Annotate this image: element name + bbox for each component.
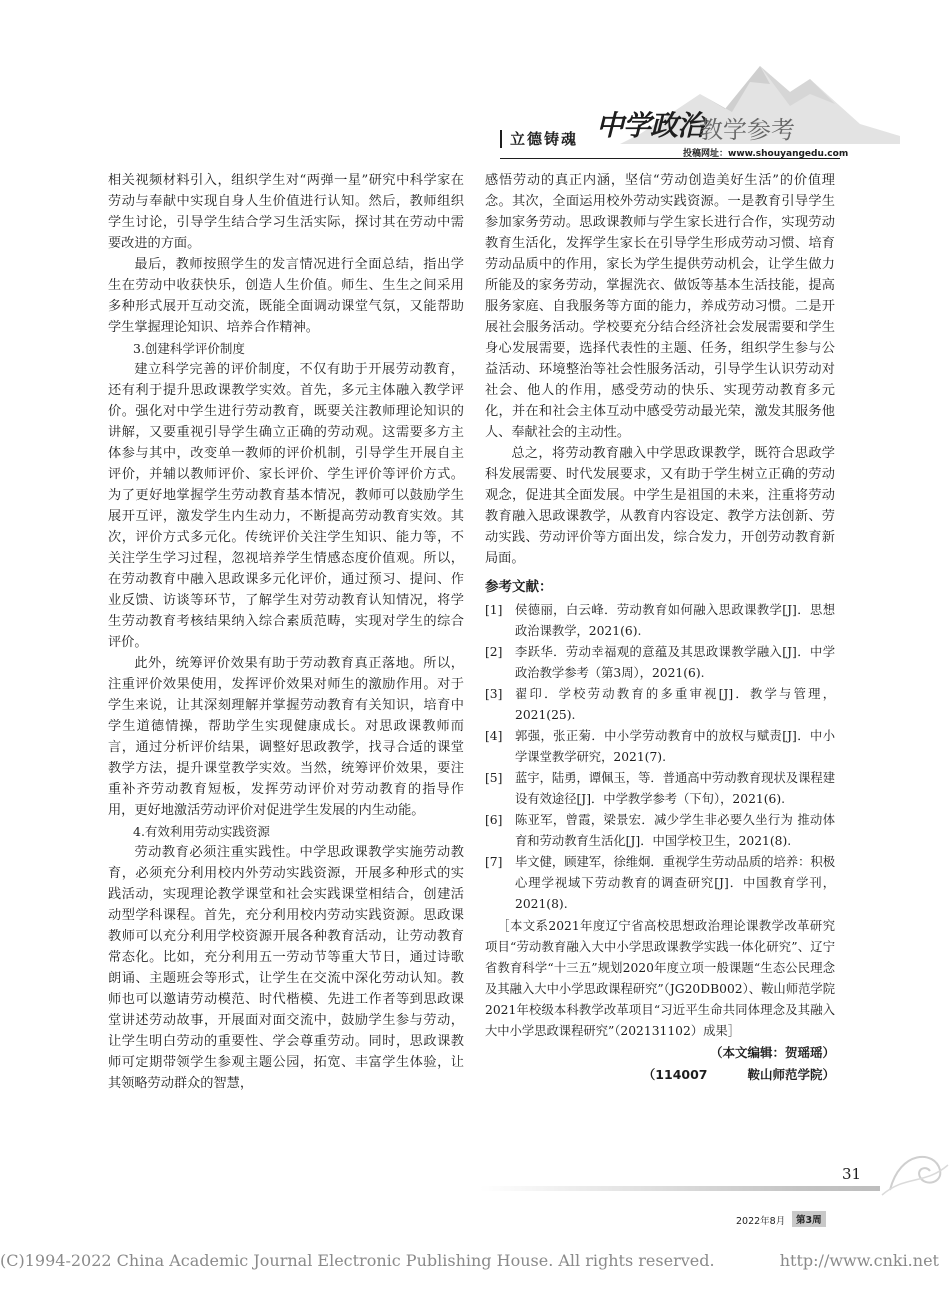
funding-note: ［本文系2021年度辽宁省高校思想政治理论课教学改革研究项目“劳动教育融入大中小学思政课教学实践一体化研究”、辽宁省教育科学“十三五”规划2020年度立项一般课题“生态公民理念及其融入大中小学思政课程研究”（JG20DB002）、鞍山师范学院2021年校级本科教学改革项目“习近平生命共同体理念及其融入大中小学思政课程研究”（202131102）成果］ [485,919,835,1038]
header-divider [500,158,840,159]
reference-number: [5] [485,771,503,785]
issue-badge: 第3周 [792,1211,826,1227]
paragraph: 总之，将劳动教育融入中学思政课教学，既符合思政学科发展需要、时代发展要求，又有助于学生树立正确的劳动观念，促进其全面发展。中学生是祖国的未来，注重将劳动教育融入思政课教学，从教育内容设定、教学方法创新、劳动实践、劳动评价等方面出发，综合发力，开创劳动教育新局面。 [485,446,835,566]
postcode: （114007 [642,1067,708,1082]
reference-item [485,684,835,726]
reference-item [485,600,835,642]
reference-text: 翟印．学校劳动教育的多重审视[J]．教学与管理，2021(25). [515,687,835,722]
footer-bar [480,1186,880,1191]
reference-text: 郭强，张正菊．中小学劳动教育中的放权与赋责[J]．中小学课堂教学研究，2021(7). [515,729,835,764]
submit-website: 投稿网址：www.shouyangedu.com [683,149,849,159]
issue-date: 2022年8月 [736,1216,786,1227]
reference-item [485,768,835,810]
cnki-link[interactable]: http://www.cnki.net [779,1251,939,1270]
paragraph: 感悟劳动的真正内涵，坚信“劳动创造美好生活”的价值理念。其次，全面运用校外劳动实践资源。一是教育引导学生参加家务劳动。思政课教师与学生家长进行合作，实现劳动教育生活化，发挥学生家长在引导学生形成劳动习惯、培育劳动品质中的作用，家长为学生提供劳动机会，让学生做力所能及的家务劳动，掌握洗衣、做饭等基本生活技能，提高服务家庭、自我服务等方面的能力，养成劳动习惯。二是开展社会服务活动。学校要充分结合经济社会发展需要和学生身心发展需要，选择代表性的主题、任务，组织学生参与公益活动、环境整治等社会性服务活动，引导学生认识劳动对社会、他人的作用，感受劳动的快乐、实现劳动教育多元化，并在和社会主体互动中感受劳动最光荣，激发其服务他人、奉献社会的主动性。 [485,173,835,440]
reference-number: [1] [485,603,503,617]
reference-number: [3] [485,687,503,701]
paragraph: 劳动教育必须注重实践性。中学思政课教学实施劳动教育，必须充分利用校内外劳动实践资源，开展多种形式的实践活动，实现理论教学课堂和社会实践课堂相结合，创建活动型学科课程。首先，充分利用校内劳动实践资源。思政课教师可以充分利用学校资源开展各种教育活动，让劳动教育常态化。比如，充分利用五一劳动节等重大节日，通过诗歌朗诵、主题班会等形式，让学生在交流中深化劳动认知。教师也可以邀请劳动模范、时代楷模、先进工作者等到思政课堂讲述劳动故事，开展面对面交流中，鼓励学生参与劳动，让学生明白劳动的重要性、学会尊重劳动。同时，思政课教师可定期带领学生参观主题公园，拓宽、丰富学生体验，让其领略劳动群众的智慧， [108,845,464,1091]
reference-item [485,642,835,684]
reference-number: [4] [485,729,503,743]
paragraph: 相关视频材料引入，组织学生对“两弹一星”研究中科学家在劳动与奉献中实现自身人生价值进行认知。然后，教师组织学生讨论，引导学生结合学习生活实际，探讨其在劳动中需要改进的方面。 [108,173,464,251]
paragraph: 此外，统筹评价效果有助于劳动教育真正落地。所以，注重评价效果使用，发挥评价效果对师生的激励作用。对于学生来说，让其深刻理解并掌握劳动教育有关知识，培育中学生道德情操，帮助学生实现健康成长。对思政课教师而言，通过分析评价结果，调整好思政教学，找寻合适的课堂教学方法，提升课堂教学实效。当然，统筹评价效果，要注重补齐劳动教育短板，发挥劳动评价对劳动教育的指导作用，更好地激活劳动评价对促进学生发展的内生动能。 [108,656,464,818]
journal-brand-light: 教学参考 [699,116,795,144]
reference-text: 蓝宇，陆勇，谭佩玉，等．普通高中劳动教育现状及课程建设有效途径[J]．中学教学参考（下旬），2021(6). [515,771,835,806]
copyright-line [0,1251,950,1270]
editor-line: （本文编辑：贺瑶瑶） [709,1045,835,1060]
reference-text: 李跃华．劳动幸福观的意蕴及其思政课教学融入[J]．中学政治教学参考（第3周），2021(6). [515,645,835,680]
copyright-text: (C)1994-2022 China Academic Journal Electronic Publishing House. All rights reserved. [0,1251,715,1270]
reference-number: [2] [485,645,503,659]
section-heading: 4.有效利用劳动实践资源 [133,824,270,839]
paragraph: 最后，教师按照学生的发言情况进行全面总结，指出学生在劳动中收获快乐，创造人生价值。师生、生生之间采用多种形式展开互动交流，既能全面调动课堂气氛，又能帮助学生掌握理论知识、培养合作精神。 [108,257,464,335]
journal-brand-bold: 中学政治 [596,109,705,142]
reference-item [485,810,835,852]
affiliation-line [485,1064,835,1086]
reference-item [485,852,835,915]
page-number: 31 [842,1165,862,1183]
right-column [485,170,835,1086]
paragraph: 建立科学完善的评价制度，不仅有助于开展劳动教育，还有利于提升思政课教学实效。首先，多元主体融入教学评价。强化对中学生进行劳动教育，既要关注教师理论知识的讲解，又要重视引导学生确立正确的劳动观。这需要多方主体参与其中，改变单一教师的评价机制，引导学生开展自主评价，并辅以教师评价、家长评价、学生评价等评价方式。为了更好地掌握学生劳动教育基本情况，教师可以鼓励学生展开互评，激发学生内生动力，不断提高劳动教育实效。其次，评价方式多元化。传统评价关注学生知识、能力等，不关注学生学习过程，忽视培养学生情感态度价值观。所以，在劳动教育中融入思政课多元化评价，通过预习、提问、作业反馈、访谈等环节，了解学生对劳动教育认知情况，将学生劳动教育考核结果纳入综合素质范畴，实现对学生的综合评价。 [108,362,464,650]
reference-list [485,600,835,915]
reference-item [485,726,835,768]
section-heading: 3.创建科学评价制度 [133,341,245,356]
reference-text: 侯德丽，白云峰．劳动教育如何融入思政课教学[J]．思想政治课教学，2021(6). [515,603,835,638]
affiliation: 鞍山师范学院） [747,1067,835,1082]
journal-motto: 立德铸魂 [500,130,578,148]
references-heading: 参考文献： [485,579,553,595]
reference-number: [7] [485,855,503,869]
reference-text: 陈亚军，曾霞，梁景宏．减少学生非必要久坐行为 推动体育和劳动教育生活化[J]．中国学校卫生，2021(8). [515,813,835,848]
left-column [108,170,464,1094]
reference-text: 毕文健，顾建军，徐维炯．重视学生劳动品质的培养：积极心理学视域下劳动教育的调查研究[J]．中国教育学刊，2021(8). [515,855,835,911]
swirl-ornament-icon [880,1145,950,1200]
reference-number: [6] [485,813,503,827]
